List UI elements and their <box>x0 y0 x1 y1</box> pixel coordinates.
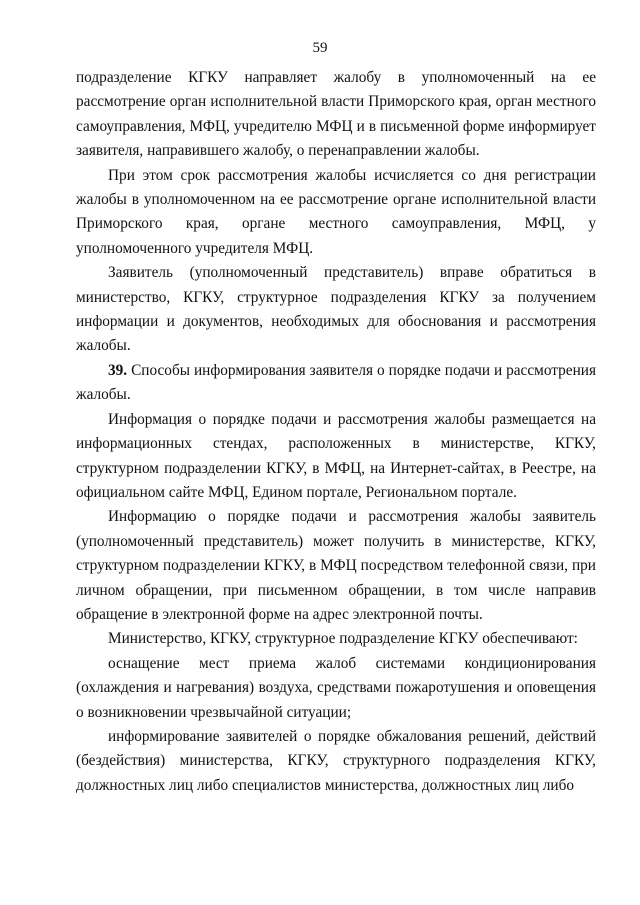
paragraph-information-placement: Информация о порядке подачи и рассмотрения жалобы размещается на информационных стендах, расположенных в министерстве, КГКУ, структурном подразделении КГКУ, в МФЦ, на Интернет-сайтах, в Реестре, на официальном сайте МФЦ, Едином портале, Региональном портале. <box>76 410 596 501</box>
paragraph-obligations-intro: Министерство, КГКУ, структурное подразделение КГКУ обеспечивают: <box>108 630 578 648</box>
paragraph-continuation: подразделение КГКУ направляет жалобу в уполномоченный на ее рассмотрение орган исполнительной власти Приморского края, орган местного самоуправления, МФЦ, учредителю МФЦ и в письменной форме информирует заявителя, направившего жалобу, о перенаправлении жалобы. <box>76 69 596 160</box>
page-number: 59 <box>312 40 328 56</box>
paragraph-term-calculation: При этом срок рассмотрения жалобы исчисляется со дня регистрации жалобы в уполномоченном на ее рассмотрение органе исполнительной власти Приморского края, органе местного самоуправления, МФЦ, у уполномоченного учредителя МФЦ. <box>76 166 596 257</box>
section-heading-text: Способы информирования заявителя о порядке подачи и рассмотрения жалобы. <box>76 361 596 404</box>
paragraph-equipment: оснащение мест приема жалоб системами кондиционирования (охлаждения и нагревания) воздуха, средствами пожаротушения и оповещения о возникновении чрезвычайной ситуации; <box>76 654 596 721</box>
paragraph-applicant-rights: Заявитель (уполномоченный представитель) вправе обратиться в министерство, КГКУ, структурное подразделения КГКУ за получением информации и документов, необходимых для обоснования и рассмотрения жалобы. <box>76 264 596 355</box>
paragraph-information-channels: Информацию о порядке подачи и рассмотрения жалобы заявитель (уполномоченный представитель) может получить в министерстве, КГКУ, структурном подразделении КГКУ, в МФЦ посредством телефонной связи, при личном обращении, при письменном обращении, в том числе направив обращение в электронной форме на адрес электронной почты. <box>76 508 596 623</box>
paragraph-section-39 <box>76 359 596 408</box>
section-number: 39. <box>108 361 128 379</box>
paragraph-informing: информирование заявителей о порядке обжалования решений, действий (бездействия) министерства, КГКУ, структурного подразделения КГКУ, должностных лиц либо специалистов министерства, должностных лиц либо <box>76 727 596 794</box>
body-text <box>76 66 596 798</box>
